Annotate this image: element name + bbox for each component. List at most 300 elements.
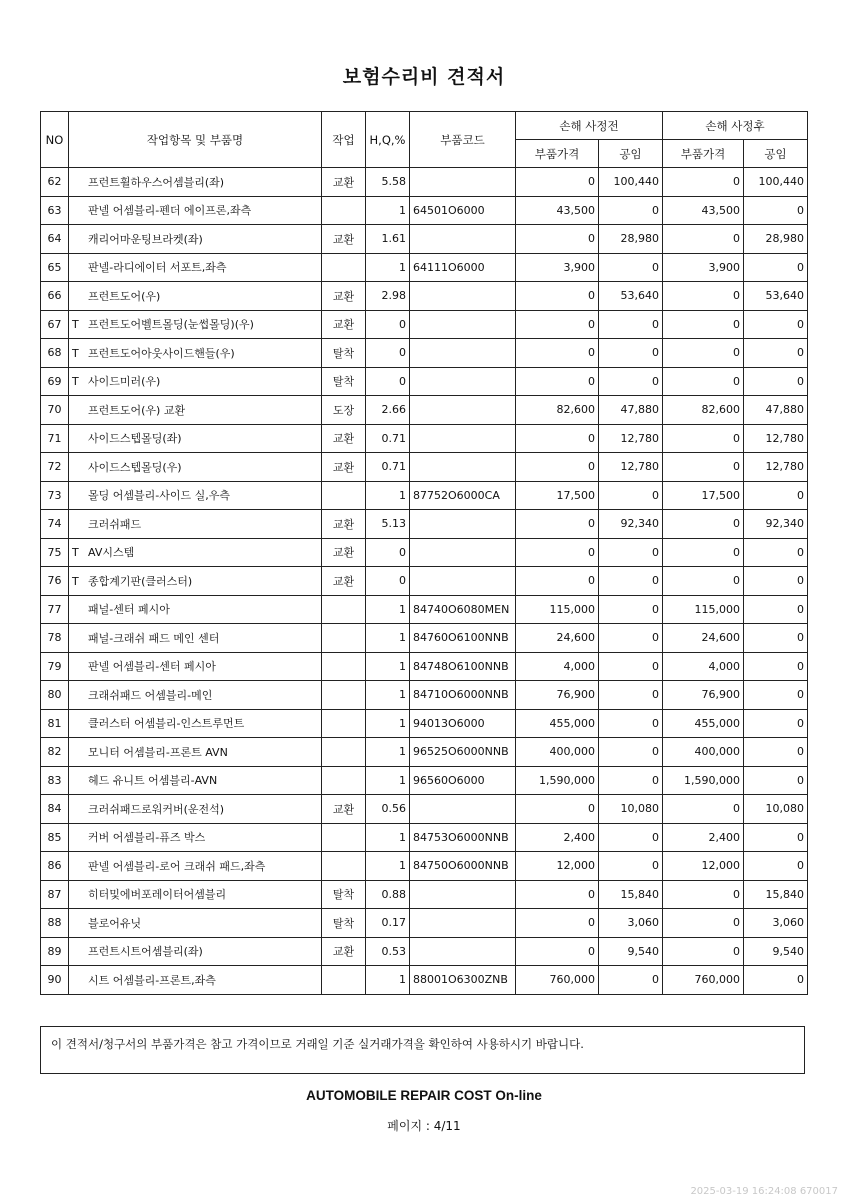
row-after-labor: 0 <box>744 766 808 795</box>
header-item: 작업항목 및 부품명 <box>69 112 322 168</box>
row-no: 71 <box>41 424 69 453</box>
row-item <box>69 225 322 254</box>
row-after-part-price: 12,000 <box>663 852 744 881</box>
row-no: 73 <box>41 481 69 510</box>
table-row <box>41 481 808 510</box>
row-before-part-price: 455,000 <box>516 709 599 738</box>
row-before-labor: 0 <box>599 253 663 282</box>
row-item-name: 모니터 어셈블리-프론트 AVN <box>88 745 228 759</box>
row-no: 85 <box>41 823 69 852</box>
row-item-name: 커버 어셈블리-퓨즈 박스 <box>88 831 206 845</box>
row-item-name: 헤드 유니트 어셈블리-AVN <box>88 774 218 788</box>
row-part-code: 84710O6000NNB <box>410 681 516 710</box>
row-work <box>322 624 366 653</box>
header-before-assessment: 손해 사정전 <box>516 112 663 140</box>
row-item <box>69 196 322 225</box>
row-after-part-price: 0 <box>663 453 744 482</box>
row-before-part-price: 0 <box>516 282 599 311</box>
row-after-labor: 0 <box>744 823 808 852</box>
row-before-part-price: 2,400 <box>516 823 599 852</box>
row-work <box>322 852 366 881</box>
table-row <box>41 225 808 254</box>
row-after-part-price: 3,900 <box>663 253 744 282</box>
row-before-labor: 0 <box>599 738 663 767</box>
row-after-part-price: 0 <box>663 168 744 197</box>
page-number: 페이지 : 4/11 <box>387 1119 461 1133</box>
row-after-part-price: 0 <box>663 424 744 453</box>
row-hq: 1 <box>366 253 410 282</box>
table-row <box>41 538 808 567</box>
row-after-labor: 92,340 <box>744 510 808 539</box>
table-row <box>41 966 808 995</box>
table-row <box>41 852 808 881</box>
row-after-labor: 53,640 <box>744 282 808 311</box>
row-after-part-price: 0 <box>663 282 744 311</box>
row-work: 도장 <box>322 396 366 425</box>
row-before-labor: 3,060 <box>599 909 663 938</box>
row-item-name: 사이드미러(우) <box>88 375 161 389</box>
row-after-part-price: 82,600 <box>663 396 744 425</box>
row-before-part-price: 76,900 <box>516 681 599 710</box>
row-before-part-price: 3,900 <box>516 253 599 282</box>
row-hq: 0.71 <box>366 424 410 453</box>
print-timestamp: 2025-03-19 16:24:08 670017 <box>690 1186 838 1197</box>
row-before-part-price: 0 <box>516 937 599 966</box>
row-work <box>322 652 366 681</box>
row-before-labor: 0 <box>599 538 663 567</box>
row-work <box>322 595 366 624</box>
row-after-part-price: 0 <box>663 909 744 938</box>
row-no: 78 <box>41 624 69 653</box>
row-item <box>69 652 322 681</box>
row-item <box>69 310 322 339</box>
row-part-code: 64501O6000 <box>410 196 516 225</box>
row-before-labor: 0 <box>599 709 663 738</box>
row-part-code <box>410 225 516 254</box>
table-row <box>41 595 808 624</box>
row-work <box>322 196 366 225</box>
row-no: 70 <box>41 396 69 425</box>
row-hq: 1 <box>366 624 410 653</box>
row-no: 75 <box>41 538 69 567</box>
row-before-labor: 12,780 <box>599 424 663 453</box>
row-after-part-price: 1,590,000 <box>663 766 744 795</box>
row-part-code: 64111O6000 <box>410 253 516 282</box>
row-no: 65 <box>41 253 69 282</box>
row-after-part-price: 0 <box>663 880 744 909</box>
row-before-labor: 0 <box>599 310 663 339</box>
header-hq: H,Q,% <box>366 112 410 168</box>
row-no: 67 <box>41 310 69 339</box>
row-after-part-price: 43,500 <box>663 196 744 225</box>
table-row <box>41 880 808 909</box>
header-before-labor: 공임 <box>599 140 663 168</box>
row-item <box>69 624 322 653</box>
row-part-code <box>410 795 516 824</box>
row-t-marker: T <box>72 318 79 332</box>
row-after-part-price: 115,000 <box>663 595 744 624</box>
row-item <box>69 253 322 282</box>
row-no: 79 <box>41 652 69 681</box>
row-no: 88 <box>41 909 69 938</box>
row-before-part-price: 1,590,000 <box>516 766 599 795</box>
row-after-part-price: 455,000 <box>663 709 744 738</box>
row-work: 탈착 <box>322 909 366 938</box>
table-row <box>41 652 808 681</box>
row-before-part-price: 0 <box>516 909 599 938</box>
row-item-name: 프런트도어벨트몰딩(눈썹몰딩)(우) <box>88 318 254 332</box>
row-item <box>69 766 322 795</box>
row-no: 74 <box>41 510 69 539</box>
row-part-code <box>410 453 516 482</box>
row-no: 76 <box>41 567 69 596</box>
row-part-code: 88001O6300ZNB <box>410 966 516 995</box>
row-item <box>69 937 322 966</box>
header-no: NO <box>41 112 69 168</box>
row-work: 교환 <box>322 225 366 254</box>
footer-brand: AUTOMOBILE REPAIR COST On-line <box>306 1088 542 1103</box>
row-after-part-price: 0 <box>663 538 744 567</box>
row-before-part-price: 12,000 <box>516 852 599 881</box>
row-hq: 1 <box>366 852 410 881</box>
row-no: 77 <box>41 595 69 624</box>
row-after-part-price: 76,900 <box>663 681 744 710</box>
row-before-part-price: 82,600 <box>516 396 599 425</box>
row-before-part-price: 760,000 <box>516 966 599 995</box>
row-part-code: 96525O6000NNB <box>410 738 516 767</box>
row-after-part-price: 0 <box>663 795 744 824</box>
row-item-name: 크러쉬패드로워커버(운전석) <box>88 802 225 816</box>
row-no: 84 <box>41 795 69 824</box>
row-after-labor: 0 <box>744 481 808 510</box>
row-work: 탈착 <box>322 339 366 368</box>
row-item <box>69 795 322 824</box>
header-part-code: 부품코드 <box>410 112 516 168</box>
row-item-name: 패널-센터 페시아 <box>88 603 170 617</box>
row-after-labor: 10,080 <box>744 795 808 824</box>
table-row <box>41 367 808 396</box>
row-before-labor: 10,080 <box>599 795 663 824</box>
row-part-code <box>410 538 516 567</box>
row-before-labor: 0 <box>599 196 663 225</box>
row-hq: 2.98 <box>366 282 410 311</box>
row-item-name: 프런트시트어셈블리(좌) <box>88 945 203 959</box>
row-work: 탈착 <box>322 367 366 396</box>
row-work <box>322 681 366 710</box>
row-item <box>69 168 322 197</box>
row-after-labor: 0 <box>744 595 808 624</box>
row-t-marker: T <box>72 346 79 360</box>
row-item <box>69 567 322 596</box>
estimate-table <box>40 111 808 995</box>
row-item-name: 몰딩 어셈블리-사이드 실,우측 <box>88 489 230 503</box>
row-before-part-price: 17,500 <box>516 481 599 510</box>
row-part-code: 84740O6080MEN <box>410 595 516 624</box>
row-before-part-price: 43,500 <box>516 196 599 225</box>
row-item <box>69 909 322 938</box>
row-after-part-price: 760,000 <box>663 966 744 995</box>
row-after-labor: 0 <box>744 367 808 396</box>
row-before-part-price: 0 <box>516 168 599 197</box>
row-before-labor: 12,780 <box>599 453 663 482</box>
row-after-labor: 0 <box>744 253 808 282</box>
row-after-part-price: 17,500 <box>663 481 744 510</box>
row-after-part-price: 2,400 <box>663 823 744 852</box>
header-after-part-price: 부품가격 <box>663 140 744 168</box>
row-after-part-price: 0 <box>663 339 744 368</box>
table-row <box>41 310 808 339</box>
notice-box: 이 견적서/청구서의 부품가격은 참고 가격이므로 거래일 기준 실거래가격을 확인하여 사용하시기 바랍니다. <box>40 1026 805 1074</box>
row-item-name: 패널-크래쉬 패드 메인 센터 <box>88 631 220 645</box>
row-work <box>322 766 366 795</box>
row-work: 교환 <box>322 424 366 453</box>
table-body <box>41 168 808 995</box>
row-before-part-price: 0 <box>516 880 599 909</box>
table-row <box>41 937 808 966</box>
table-row <box>41 766 808 795</box>
row-hq: 0.88 <box>366 880 410 909</box>
row-no: 68 <box>41 339 69 368</box>
row-after-labor: 0 <box>744 196 808 225</box>
row-work: 교환 <box>322 567 366 596</box>
table-row <box>41 510 808 539</box>
row-hq: 5.13 <box>366 510 410 539</box>
row-hq: 1 <box>366 766 410 795</box>
row-before-part-price: 4,000 <box>516 652 599 681</box>
header-after-labor: 공임 <box>744 140 808 168</box>
row-no: 66 <box>41 282 69 311</box>
row-before-labor: 0 <box>599 595 663 624</box>
table-row <box>41 282 808 311</box>
table-row <box>41 681 808 710</box>
row-before-part-price: 0 <box>516 538 599 567</box>
row-work: 교환 <box>322 168 366 197</box>
row-part-code <box>410 880 516 909</box>
row-before-labor: 0 <box>599 624 663 653</box>
row-before-labor: 0 <box>599 823 663 852</box>
row-hq: 1 <box>366 966 410 995</box>
table-row <box>41 168 808 197</box>
row-work <box>322 738 366 767</box>
row-part-code <box>410 168 516 197</box>
row-hq: 1 <box>366 595 410 624</box>
row-no: 83 <box>41 766 69 795</box>
row-part-code <box>410 367 516 396</box>
row-before-labor: 47,880 <box>599 396 663 425</box>
row-after-labor: 0 <box>744 567 808 596</box>
row-after-labor: 0 <box>744 681 808 710</box>
table-row <box>41 738 808 767</box>
row-work: 교환 <box>322 538 366 567</box>
row-after-labor: 28,980 <box>744 225 808 254</box>
row-after-labor: 12,780 <box>744 453 808 482</box>
row-hq: 5.58 <box>366 168 410 197</box>
row-part-code: 96560O6000 <box>410 766 516 795</box>
row-part-code <box>410 282 516 311</box>
row-no: 64 <box>41 225 69 254</box>
row-after-labor: 0 <box>744 966 808 995</box>
row-item-name: 클러스터 어셈블리-인스트루먼트 <box>88 717 245 731</box>
row-part-code: 84750O6000NNB <box>410 852 516 881</box>
row-item <box>69 339 322 368</box>
row-item-name: 판넬 어셈블리-로어 크래쉬 패드,좌측 <box>88 859 266 873</box>
row-hq: 1 <box>366 709 410 738</box>
row-before-part-price: 0 <box>516 510 599 539</box>
row-item <box>69 367 322 396</box>
row-hq: 1.61 <box>366 225 410 254</box>
row-item-name: 판넬 어셈블리-센터 페시아 <box>88 660 216 674</box>
row-item-name: 캐리어마운팅브라켓(좌) <box>88 232 203 246</box>
row-no: 89 <box>41 937 69 966</box>
row-hq: 0 <box>366 310 410 339</box>
row-item <box>69 453 322 482</box>
row-part-code: 84760O6100NNB <box>410 624 516 653</box>
row-item <box>69 880 322 909</box>
row-part-code <box>410 510 516 539</box>
row-item <box>69 823 322 852</box>
row-work: 교환 <box>322 795 366 824</box>
row-after-labor: 0 <box>744 852 808 881</box>
row-item <box>69 595 322 624</box>
row-item-name: 사이드스텝몰딩(우) <box>88 460 182 474</box>
row-no: 87 <box>41 880 69 909</box>
row-work <box>322 481 366 510</box>
row-before-labor: 0 <box>599 966 663 995</box>
row-before-part-price: 0 <box>516 225 599 254</box>
row-hq: 0 <box>366 567 410 596</box>
row-after-labor: 0 <box>744 709 808 738</box>
table-row <box>41 823 808 852</box>
row-after-labor: 3,060 <box>744 909 808 938</box>
row-item <box>69 510 322 539</box>
row-before-labor: 28,980 <box>599 225 663 254</box>
row-before-part-price: 400,000 <box>516 738 599 767</box>
row-item-name: 종합계기판(클러스터) <box>88 574 193 588</box>
row-part-code <box>410 339 516 368</box>
row-work: 탈착 <box>322 880 366 909</box>
row-hq: 0.53 <box>366 937 410 966</box>
row-item-name: 크러쉬패드 <box>88 517 142 531</box>
row-before-labor: 0 <box>599 852 663 881</box>
row-before-labor: 0 <box>599 652 663 681</box>
row-after-labor: 47,880 <box>744 396 808 425</box>
row-after-part-price: 24,600 <box>663 624 744 653</box>
table-row <box>41 396 808 425</box>
row-after-part-price: 0 <box>663 225 744 254</box>
table-header <box>41 112 808 168</box>
row-part-code: 87752O6000CA <box>410 481 516 510</box>
row-item <box>69 852 322 881</box>
table-row <box>41 624 808 653</box>
row-no: 90 <box>41 966 69 995</box>
row-item <box>69 966 322 995</box>
row-hq: 0.71 <box>366 453 410 482</box>
row-before-labor: 0 <box>599 367 663 396</box>
row-item-name: 판넬-라디에이터 서포트,좌측 <box>88 261 227 275</box>
row-item <box>69 538 322 567</box>
row-item-name: 히터및에버포레이터어셈블리 <box>88 888 227 902</box>
row-after-part-price: 4,000 <box>663 652 744 681</box>
row-before-labor: 0 <box>599 681 663 710</box>
table-row <box>41 424 808 453</box>
row-hq: 2.66 <box>366 396 410 425</box>
row-no: 69 <box>41 367 69 396</box>
row-no: 62 <box>41 168 69 197</box>
row-after-part-price: 0 <box>663 367 744 396</box>
row-before-labor: 0 <box>599 481 663 510</box>
row-part-code <box>410 310 516 339</box>
row-after-part-price: 0 <box>663 567 744 596</box>
row-t-marker: T <box>72 546 79 560</box>
row-work <box>322 709 366 738</box>
row-before-labor: 0 <box>599 339 663 368</box>
row-before-labor: 53,640 <box>599 282 663 311</box>
row-after-part-price: 0 <box>663 310 744 339</box>
row-item-name: 크래쉬패드 어셈블리-메인 <box>88 688 213 702</box>
row-after-labor: 0 <box>744 624 808 653</box>
row-work <box>322 966 366 995</box>
row-after-part-price: 0 <box>663 937 744 966</box>
row-after-labor: 0 <box>744 310 808 339</box>
row-part-code <box>410 909 516 938</box>
row-no: 86 <box>41 852 69 881</box>
row-part-code <box>410 424 516 453</box>
row-hq: 0 <box>366 538 410 567</box>
row-no: 82 <box>41 738 69 767</box>
row-no: 80 <box>41 681 69 710</box>
row-item <box>69 709 322 738</box>
row-before-part-price: 0 <box>516 453 599 482</box>
row-part-code <box>410 937 516 966</box>
row-item <box>69 738 322 767</box>
row-hq: 1 <box>366 681 410 710</box>
row-after-labor: 0 <box>744 538 808 567</box>
header-before-part-price: 부품가격 <box>516 140 599 168</box>
row-item <box>69 282 322 311</box>
row-part-code: 84753O6000NNB <box>410 823 516 852</box>
row-after-part-price: 0 <box>663 510 744 539</box>
row-work: 교환 <box>322 937 366 966</box>
row-before-labor: 92,340 <box>599 510 663 539</box>
row-item-name: 프런트도어(우) 교환 <box>88 403 186 417</box>
header-work: 작업 <box>322 112 366 168</box>
row-work: 교환 <box>322 453 366 482</box>
row-hq: 0 <box>366 367 410 396</box>
row-item-name: 시트 어셈블리-프론트,좌측 <box>88 973 216 987</box>
table-row <box>41 795 808 824</box>
row-before-part-price: 115,000 <box>516 595 599 624</box>
row-before-part-price: 0 <box>516 567 599 596</box>
row-after-labor: 0 <box>744 339 808 368</box>
row-item-name: 판넬 어셈블리-펜더 에이프론,좌측 <box>88 204 252 218</box>
row-hq: 0.56 <box>366 795 410 824</box>
row-after-labor: 12,780 <box>744 424 808 453</box>
row-after-labor: 15,840 <box>744 880 808 909</box>
row-after-labor: 0 <box>744 738 808 767</box>
row-item-name: 프런트휠하우스어셈블리(좌) <box>88 175 225 189</box>
row-before-labor: 100,440 <box>599 168 663 197</box>
row-work <box>322 253 366 282</box>
row-part-code <box>410 396 516 425</box>
row-after-part-price: 400,000 <box>663 738 744 767</box>
row-item-name: AV시스템 <box>88 546 135 560</box>
row-part-code <box>410 567 516 596</box>
row-work: 교환 <box>322 510 366 539</box>
row-no: 63 <box>41 196 69 225</box>
row-hq: 1 <box>366 738 410 767</box>
table-row <box>41 709 808 738</box>
row-work: 교환 <box>322 310 366 339</box>
